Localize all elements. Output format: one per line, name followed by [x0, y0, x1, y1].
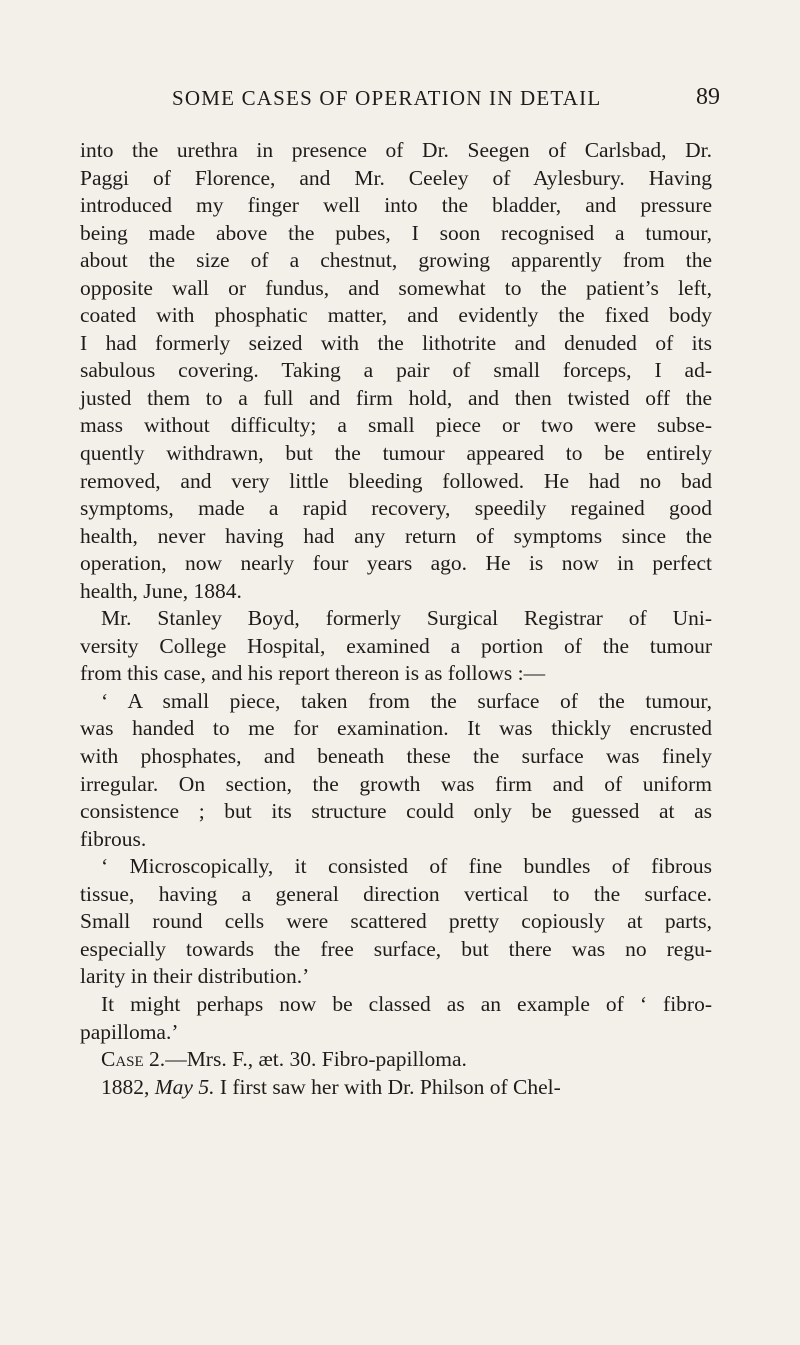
text-line: health, June, 1884. — [80, 578, 242, 603]
text-line: irregular. On section, the growth was firm and of uniform — [80, 771, 712, 796]
case-date: May 5. — [154, 1074, 215, 1099]
text-line: versity College Hospital, examined a portion of the tumour — [80, 633, 712, 658]
case-heading-line — [80, 1046, 712, 1074]
page-number: 89 — [696, 84, 720, 110]
text-line: about the size of a chestnut, growing apparently from the — [80, 248, 712, 273]
body-text — [80, 137, 712, 1101]
running-head — [80, 86, 720, 114]
text-line: Mr. Stanley Boyd, formerly Surgical Registrar of Uni- — [101, 606, 712, 631]
text-line: ‘ A small piece, taken from the surface of the tumour, — [101, 688, 712, 713]
running-title: SOME CASES OF OPERATION IN DETAIL — [172, 86, 602, 110]
text-line: sabulous covering. Taking a pair of small forceps, I ad- — [80, 358, 712, 383]
text-line: coated with phosphatic matter, and evidently the fixed body — [80, 303, 712, 328]
case-date-line — [80, 1074, 712, 1102]
text-line: opposite wall or fundus, and somewhat to the patient’s left, — [80, 275, 712, 300]
case-date-text: I first saw her with Dr. Philson of Chel- — [214, 1074, 561, 1099]
text-line: introduced my finger well into the bladder, and pressure — [80, 193, 712, 218]
text-line: being made above the pubes, I soon recognised a tumour, — [80, 220, 712, 245]
text-line: Paggi of Florence, and Mr. Ceeley of Aylesbury. Having — [80, 165, 712, 190]
case-year: 1882, — [101, 1074, 155, 1099]
text-line: especially towards the free surface, but there was no regu- — [80, 936, 712, 961]
text-line: was handed to me for examination. It was thickly encrusted — [80, 716, 712, 741]
text-line: from this case, and his report thereon is as follows :— — [80, 661, 546, 686]
text-line: mass without difficulty; a small piece or two were subse- — [80, 413, 712, 438]
text-line: larity in their distribution.’ — [80, 964, 310, 989]
text-line: consistence ; but its structure could only be guessed at as — [80, 799, 712, 824]
case-description: —Mrs. F., æt. 30. Fibro-papilloma. — [165, 1047, 467, 1072]
text-line: fibrous. — [80, 826, 147, 851]
text-line: It might perhaps now be classed as an example of ‘ fibro- — [101, 991, 712, 1016]
text-line: into the urethra in presence of Dr. Seegen of Carlsbad, Dr. — [80, 138, 712, 162]
case-label: Case 2. — [101, 1047, 166, 1072]
text-line: I had formerly seized with the lithotrite and denuded of its — [80, 330, 712, 355]
text-line: symptoms, made a rapid recovery, speedily regained good — [80, 496, 712, 521]
text-line: quently withdrawn, but the tumour appeared to be entirely — [80, 441, 712, 466]
text-line: health, never having had any return of symptoms since the — [80, 523, 712, 548]
text-line: tissue, having a general direction vertical to the surface. — [80, 881, 712, 906]
text-line: with phosphates, and beneath these the surface was finely — [80, 744, 712, 769]
text-line: papilloma.’ — [80, 1019, 179, 1044]
text-line: Small round cells were scattered pretty copiously at parts, — [80, 909, 712, 934]
text-line: justed them to a full and firm hold, and then twisted off the — [80, 385, 712, 410]
text-line: operation, now nearly four years ago. He is now in perfect — [80, 551, 712, 576]
text-line: removed, and very little bleeding followed. He had no bad — [80, 468, 712, 493]
text-line: ‘ Microscopically, it consisted of fine bundles of fibrous — [101, 854, 712, 879]
